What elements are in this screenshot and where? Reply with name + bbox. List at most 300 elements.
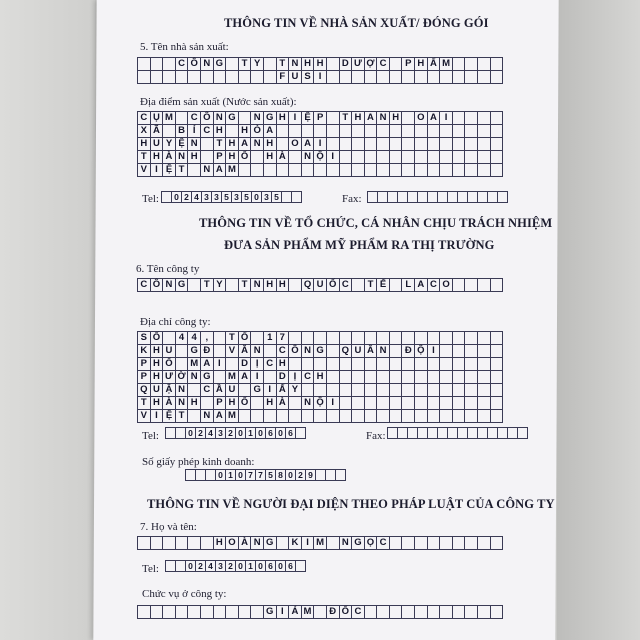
char-box[interactable]: Ộ <box>313 396 327 410</box>
char-box[interactable] <box>439 605 453 619</box>
char-box[interactable]: 3 <box>261 191 272 203</box>
char-box[interactable] <box>351 163 365 177</box>
char-box[interactable]: G <box>263 111 277 125</box>
char-box[interactable]: 0 <box>275 560 286 572</box>
char-box[interactable]: T <box>137 396 151 410</box>
char-box[interactable]: A <box>238 137 252 151</box>
char-box[interactable]: 3 <box>211 191 222 203</box>
char-box[interactable] <box>364 163 378 177</box>
char-box[interactable]: H <box>225 396 239 410</box>
char-box[interactable]: Ố <box>150 331 164 345</box>
char-box[interactable] <box>376 409 390 423</box>
char-box[interactable]: H <box>301 57 315 71</box>
char-box[interactable] <box>439 383 453 397</box>
char-box[interactable]: Ă <box>238 344 252 358</box>
char-box[interactable] <box>150 536 164 550</box>
char-box[interactable] <box>389 124 403 138</box>
char-box[interactable] <box>389 357 403 371</box>
char-box[interactable]: Ã <box>150 124 164 138</box>
char-box[interactable] <box>464 344 478 358</box>
char-box[interactable]: C <box>427 278 441 292</box>
char-box[interactable] <box>401 357 415 371</box>
char-box[interactable] <box>452 137 466 151</box>
char-box[interactable] <box>313 331 327 345</box>
char-box[interactable] <box>389 344 403 358</box>
char-box[interactable] <box>477 370 491 384</box>
char-box[interactable] <box>326 111 340 125</box>
char-box[interactable] <box>364 124 378 138</box>
char-box[interactable] <box>213 370 227 384</box>
char-box[interactable] <box>364 370 378 384</box>
char-box[interactable] <box>351 331 365 345</box>
char-box[interactable] <box>439 536 453 550</box>
char-box[interactable] <box>238 409 252 423</box>
char-box[interactable]: Í <box>187 124 201 138</box>
char-box[interactable] <box>326 344 340 358</box>
char-box[interactable] <box>288 278 302 292</box>
char-box[interactable] <box>187 409 201 423</box>
char-box[interactable] <box>389 331 403 345</box>
char-box[interactable] <box>175 344 189 358</box>
char-box[interactable]: A <box>238 370 252 384</box>
char-box[interactable] <box>225 57 239 71</box>
char-box[interactable] <box>187 605 201 619</box>
char-box[interactable] <box>452 357 466 371</box>
char-box[interactable] <box>490 137 504 151</box>
char-box[interactable] <box>464 163 478 177</box>
char-box[interactable] <box>490 605 504 619</box>
char-box[interactable] <box>250 605 264 619</box>
char-box[interactable] <box>414 124 428 138</box>
char-box[interactable]: I <box>150 409 164 423</box>
char-box[interactable] <box>175 605 189 619</box>
char-box[interactable]: V <box>137 163 151 177</box>
char-box[interactable]: 6 <box>285 560 296 572</box>
char-box[interactable] <box>326 163 340 177</box>
char-box[interactable] <box>339 124 353 138</box>
char-box[interactable]: I <box>213 357 227 371</box>
char-box[interactable]: 6 <box>265 560 276 572</box>
char-box[interactable] <box>351 124 365 138</box>
char-box[interactable] <box>376 331 390 345</box>
char-box[interactable]: N <box>175 396 189 410</box>
char-box[interactable]: Ộ <box>414 344 428 358</box>
char-box[interactable] <box>389 150 403 164</box>
char-box[interactable]: Ư <box>162 370 176 384</box>
char-box[interactable] <box>200 605 214 619</box>
char-box[interactable] <box>427 70 441 84</box>
char-box[interactable] <box>200 70 214 84</box>
company-address-boxes[interactable] <box>138 332 503 423</box>
char-box[interactable]: T <box>175 163 189 177</box>
char-box[interactable] <box>452 370 466 384</box>
char-box[interactable]: Ầ <box>213 383 227 397</box>
char-box[interactable]: 5 <box>221 191 232 203</box>
char-box[interactable]: 0 <box>235 427 246 439</box>
char-box[interactable] <box>326 331 340 345</box>
char-box[interactable] <box>339 383 353 397</box>
char-box[interactable] <box>238 111 252 125</box>
char-box[interactable] <box>464 111 478 125</box>
char-box[interactable]: N <box>301 344 315 358</box>
char-box[interactable] <box>427 163 441 177</box>
char-box[interactable] <box>439 163 453 177</box>
char-box[interactable] <box>276 409 290 423</box>
char-box[interactable]: 8 <box>275 469 286 481</box>
char-box[interactable] <box>414 137 428 151</box>
char-box[interactable] <box>490 344 504 358</box>
char-box[interactable] <box>414 357 428 371</box>
char-box[interactable]: M <box>301 605 315 619</box>
char-box[interactable] <box>452 536 466 550</box>
char-box[interactable] <box>414 409 428 423</box>
char-box[interactable] <box>288 124 302 138</box>
char-box[interactable]: 0 <box>171 191 182 203</box>
char-box[interactable] <box>288 409 302 423</box>
representative-tel-boxes[interactable] <box>166 561 306 572</box>
char-box[interactable] <box>150 57 164 71</box>
char-box[interactable] <box>339 163 353 177</box>
char-box[interactable] <box>187 383 201 397</box>
char-box[interactable] <box>295 560 306 572</box>
char-box[interactable]: C <box>175 57 189 71</box>
char-box[interactable]: 0 <box>275 427 286 439</box>
char-box[interactable] <box>225 278 239 292</box>
char-box[interactable]: Ậ <box>162 383 176 397</box>
char-box[interactable]: À <box>238 536 252 550</box>
char-box[interactable] <box>150 605 164 619</box>
char-box[interactable]: 0 <box>215 469 226 481</box>
char-box[interactable] <box>477 124 491 138</box>
char-box[interactable]: Ố <box>238 396 252 410</box>
char-box[interactable] <box>175 111 189 125</box>
char-box[interactable] <box>313 357 327 371</box>
char-box[interactable]: 7 <box>255 469 266 481</box>
char-box[interactable]: Ô <box>150 278 164 292</box>
char-box[interactable]: A <box>364 111 378 125</box>
char-box[interactable]: U <box>150 137 164 151</box>
char-box[interactable]: T <box>276 57 290 71</box>
char-box[interactable] <box>439 357 453 371</box>
char-box[interactable]: C <box>200 383 214 397</box>
char-box[interactable]: Ố <box>162 357 176 371</box>
char-box[interactable]: I <box>427 344 441 358</box>
char-box[interactable] <box>339 396 353 410</box>
char-box[interactable]: C <box>276 344 290 358</box>
char-box[interactable] <box>401 396 415 410</box>
char-box[interactable]: P <box>137 357 151 371</box>
char-box[interactable] <box>313 605 327 619</box>
company-tel-boxes[interactable] <box>166 428 306 439</box>
char-box[interactable]: C <box>200 124 214 138</box>
char-box[interactable]: Ờ <box>175 370 189 384</box>
char-box[interactable] <box>439 70 453 84</box>
char-box[interactable]: 0 <box>185 560 196 572</box>
char-box[interactable]: H <box>263 150 277 164</box>
char-box[interactable] <box>351 383 365 397</box>
char-box[interactable] <box>137 536 151 550</box>
char-box[interactable]: A <box>414 278 428 292</box>
char-box[interactable] <box>250 396 264 410</box>
char-box[interactable]: X <box>137 124 151 138</box>
char-box[interactable] <box>200 536 214 550</box>
char-box[interactable]: À <box>276 150 290 164</box>
char-box[interactable] <box>414 331 428 345</box>
char-box[interactable]: P <box>213 150 227 164</box>
char-box[interactable]: M <box>225 163 239 177</box>
char-box[interactable]: À <box>276 396 290 410</box>
char-box[interactable] <box>263 344 277 358</box>
char-box[interactable]: P <box>213 396 227 410</box>
char-box[interactable] <box>477 150 491 164</box>
char-box[interactable]: G <box>250 383 264 397</box>
char-box[interactable] <box>439 396 453 410</box>
char-box[interactable]: 5 <box>271 191 282 203</box>
char-box[interactable]: A <box>213 163 227 177</box>
char-box[interactable]: N <box>250 137 264 151</box>
char-box[interactable] <box>295 427 306 439</box>
char-box[interactable]: G <box>175 278 189 292</box>
char-box[interactable] <box>464 370 478 384</box>
char-box[interactable]: H <box>150 150 164 164</box>
char-box[interactable] <box>427 409 441 423</box>
char-box[interactable] <box>477 344 491 358</box>
char-box[interactable] <box>351 150 365 164</box>
char-box[interactable] <box>464 536 478 550</box>
char-box[interactable] <box>364 137 378 151</box>
char-box[interactable] <box>213 605 227 619</box>
char-box[interactable]: V <box>137 409 151 423</box>
char-box[interactable]: Q <box>339 344 353 358</box>
char-box[interactable]: , <box>200 331 214 345</box>
char-box[interactable]: 0 <box>255 560 266 572</box>
char-box[interactable]: 4 <box>187 331 201 345</box>
char-box[interactable]: T <box>238 278 252 292</box>
representative-position-boxes[interactable] <box>138 606 503 619</box>
char-box[interactable] <box>376 605 390 619</box>
char-box[interactable]: Đ <box>200 344 214 358</box>
char-box[interactable] <box>288 150 302 164</box>
char-box[interactable] <box>464 331 478 345</box>
char-box[interactable]: 1 <box>245 427 256 439</box>
char-box[interactable] <box>517 427 528 439</box>
char-box[interactable] <box>364 409 378 423</box>
char-box[interactable]: C <box>137 111 151 125</box>
char-box[interactable] <box>427 370 441 384</box>
char-box[interactable]: Đ <box>401 344 415 358</box>
char-box[interactable]: F <box>276 70 290 84</box>
char-box[interactable]: 5 <box>241 191 252 203</box>
char-box[interactable]: U <box>288 70 302 84</box>
char-box[interactable] <box>376 124 390 138</box>
char-box[interactable] <box>225 124 239 138</box>
char-box[interactable]: H <box>213 536 227 550</box>
char-box[interactable]: Ợ <box>364 57 378 71</box>
char-box[interactable] <box>452 278 466 292</box>
char-box[interactable]: T <box>137 150 151 164</box>
char-box[interactable]: G <box>213 57 227 71</box>
char-box[interactable] <box>477 111 491 125</box>
char-box[interactable] <box>464 383 478 397</box>
char-box[interactable] <box>414 370 428 384</box>
char-box[interactable]: M <box>225 370 239 384</box>
representative-name-boxes[interactable] <box>138 537 503 550</box>
char-box[interactable]: P <box>137 370 151 384</box>
char-box[interactable] <box>477 137 491 151</box>
char-box[interactable] <box>414 396 428 410</box>
char-box[interactable]: C <box>376 536 390 550</box>
char-box[interactable] <box>200 396 214 410</box>
char-box[interactable] <box>464 150 478 164</box>
char-box[interactable] <box>464 357 478 371</box>
char-box[interactable]: Đ <box>326 605 340 619</box>
char-box[interactable]: G <box>225 111 239 125</box>
char-box[interactable]: Ẩ <box>427 57 441 71</box>
char-box[interactable] <box>326 70 340 84</box>
char-box[interactable]: H <box>263 137 277 151</box>
char-box[interactable]: Ấ <box>276 383 290 397</box>
char-box[interactable] <box>213 70 227 84</box>
manufacturer-name-boxes[interactable] <box>138 58 503 84</box>
char-box[interactable]: M <box>162 111 176 125</box>
char-box[interactable] <box>376 150 390 164</box>
char-box[interactable] <box>339 150 353 164</box>
char-box[interactable] <box>238 163 252 177</box>
char-box[interactable] <box>364 331 378 345</box>
char-box[interactable] <box>427 357 441 371</box>
char-box[interactable] <box>351 70 365 84</box>
char-box[interactable] <box>326 383 340 397</box>
char-box[interactable] <box>427 536 441 550</box>
char-box[interactable] <box>477 278 491 292</box>
char-box[interactable]: K <box>137 344 151 358</box>
char-box[interactable] <box>263 163 277 177</box>
char-box[interactable] <box>351 357 365 371</box>
char-box[interactable] <box>401 137 415 151</box>
char-box[interactable]: 2 <box>225 560 236 572</box>
char-box[interactable] <box>439 409 453 423</box>
char-box[interactable]: I <box>250 370 264 384</box>
char-box[interactable] <box>339 331 353 345</box>
char-box[interactable] <box>414 383 428 397</box>
char-box[interactable]: H <box>225 150 239 164</box>
char-box[interactable] <box>364 357 378 371</box>
char-box[interactable] <box>490 278 504 292</box>
char-box[interactable] <box>389 396 403 410</box>
char-box[interactable] <box>427 383 441 397</box>
char-box[interactable]: H <box>414 57 428 71</box>
char-box[interactable]: Ò <box>250 124 264 138</box>
char-box[interactable] <box>301 409 315 423</box>
char-box[interactable] <box>414 605 428 619</box>
char-box[interactable] <box>213 331 227 345</box>
char-box[interactable]: Ế <box>376 278 390 292</box>
char-box[interactable] <box>326 357 340 371</box>
char-box[interactable] <box>464 396 478 410</box>
char-box[interactable]: 2 <box>181 191 192 203</box>
char-box[interactable]: 1 <box>245 560 256 572</box>
char-box[interactable] <box>490 396 504 410</box>
char-box[interactable]: H <box>263 396 277 410</box>
char-box[interactable] <box>351 409 365 423</box>
char-box[interactable] <box>389 278 403 292</box>
char-box[interactable] <box>477 396 491 410</box>
char-box[interactable]: 0 <box>255 427 266 439</box>
char-box[interactable]: Ô <box>200 111 214 125</box>
char-box[interactable] <box>150 70 164 84</box>
char-box[interactable]: Y <box>250 57 264 71</box>
char-box[interactable]: 9 <box>305 469 316 481</box>
char-box[interactable]: C <box>376 57 390 71</box>
char-box[interactable] <box>200 137 214 151</box>
char-box[interactable] <box>376 137 390 151</box>
char-box[interactable]: Ộ <box>313 150 327 164</box>
company-fax-boxes[interactable] <box>388 428 528 439</box>
char-box[interactable]: N <box>301 150 315 164</box>
char-box[interactable] <box>288 357 302 371</box>
char-box[interactable]: U <box>225 383 239 397</box>
char-box[interactable] <box>452 124 466 138</box>
char-box[interactable]: Y <box>162 137 176 151</box>
char-box[interactable]: G <box>200 370 214 384</box>
char-box[interactable] <box>439 344 453 358</box>
char-box[interactable]: I <box>276 605 290 619</box>
char-box[interactable]: U <box>162 344 176 358</box>
char-box[interactable]: D <box>339 57 353 71</box>
char-box[interactable] <box>276 124 290 138</box>
char-box[interactable]: 0 <box>285 469 296 481</box>
char-box[interactable]: H <box>351 111 365 125</box>
char-box[interactable] <box>497 191 508 203</box>
char-box[interactable]: 4 <box>205 560 216 572</box>
char-box[interactable]: M <box>313 536 327 550</box>
char-box[interactable] <box>301 383 315 397</box>
char-box[interactable] <box>427 331 441 345</box>
char-box[interactable]: Ệ <box>301 111 315 125</box>
char-box[interactable]: N <box>250 278 264 292</box>
char-box[interactable]: N <box>376 344 390 358</box>
char-box[interactable] <box>452 331 466 345</box>
char-box[interactable]: C <box>263 357 277 371</box>
char-box[interactable]: H <box>276 357 290 371</box>
char-box[interactable]: S <box>137 331 151 345</box>
char-box[interactable]: Â <box>364 344 378 358</box>
char-box[interactable] <box>389 57 403 71</box>
char-box[interactable]: Y <box>213 278 227 292</box>
char-box[interactable] <box>490 370 504 384</box>
char-box[interactable]: 3 <box>231 191 242 203</box>
char-box[interactable]: H <box>137 137 151 151</box>
char-box[interactable]: N <box>187 370 201 384</box>
char-box[interactable]: O <box>439 278 453 292</box>
char-box[interactable]: 2 <box>225 427 236 439</box>
char-box[interactable] <box>477 536 491 550</box>
char-box[interactable]: N <box>288 57 302 71</box>
char-box[interactable]: 2 <box>195 560 206 572</box>
char-box[interactable]: H <box>238 124 252 138</box>
char-box[interactable] <box>376 163 390 177</box>
char-box[interactable] <box>162 124 176 138</box>
char-box[interactable]: T <box>238 57 252 71</box>
char-box[interactable] <box>351 396 365 410</box>
char-box[interactable]: N <box>250 344 264 358</box>
char-box[interactable] <box>389 409 403 423</box>
char-box[interactable] <box>464 605 478 619</box>
char-box[interactable] <box>490 70 504 84</box>
char-box[interactable] <box>389 163 403 177</box>
char-box[interactable]: M <box>225 409 239 423</box>
char-box[interactable] <box>301 331 315 345</box>
